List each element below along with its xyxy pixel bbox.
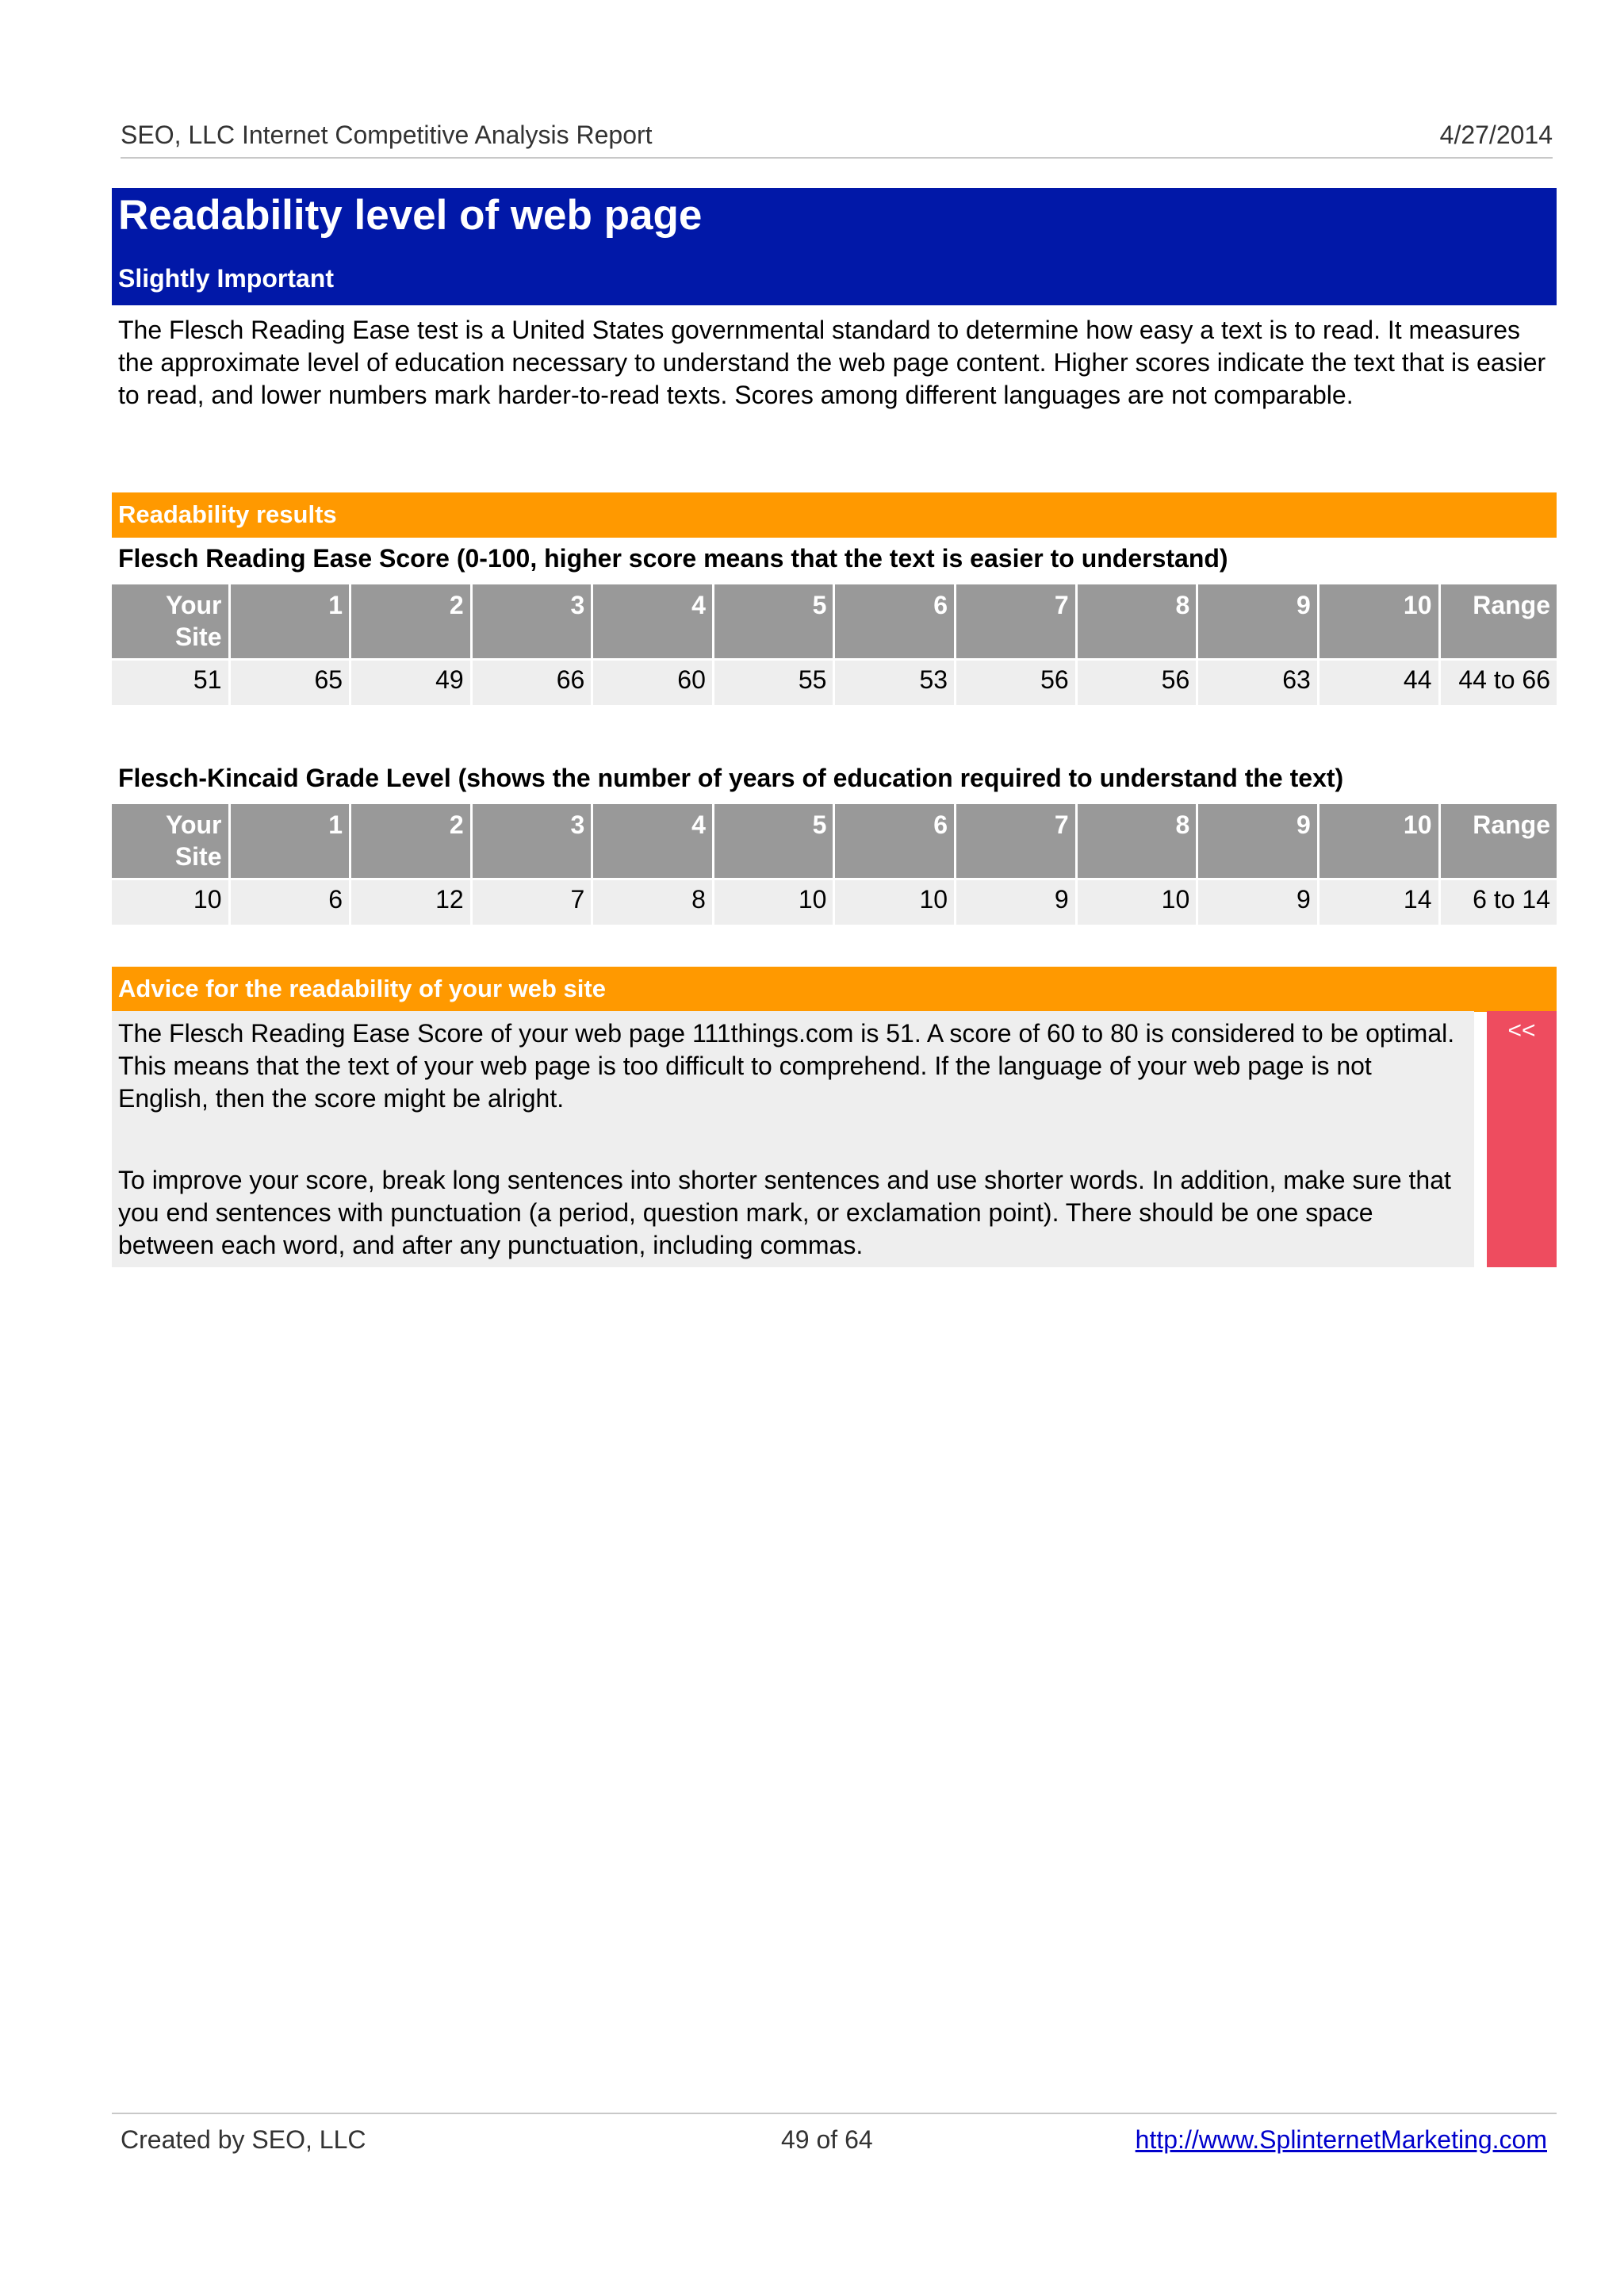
results-heading-bar [112, 492, 1557, 538]
column-header: 6 [834, 804, 956, 879]
kincaid-grade-caption: Flesch-Kincaid Grade Level (shows the number of years of education required to understand the text) [118, 764, 1344, 792]
column-header: 1 [229, 804, 350, 879]
table-cell: 55 [713, 659, 834, 705]
advice-heading: Advice for the readability of your web site [118, 975, 606, 1002]
column-header: 2 [350, 584, 472, 659]
column-header: Range [1439, 584, 1557, 659]
section-title: Readability level of web page [118, 192, 703, 239]
column-header: 1 [229, 584, 350, 659]
report-date: 4/27/2014 [1439, 121, 1553, 149]
table-row [112, 879, 1557, 925]
table-cell: 56 [956, 659, 1077, 705]
flesch-ease-table [112, 584, 1557, 705]
advice-heading-bar [112, 967, 1557, 1012]
table-cell: 9 [1197, 879, 1319, 925]
results-heading: Readability results [118, 500, 337, 528]
advice-paragraph: To improve your score, break long sentences into shorter sentences and use shorter words. In addition, make sure that you end sentences with punctuation (a period, question mark, or exclamation point). There should be one space between each word, and after any punctuation, including commas. [118, 1166, 1451, 1259]
column-header: 2 [350, 804, 472, 879]
table-cell: 60 [592, 659, 714, 705]
section-title-bar [112, 188, 1557, 305]
status-marker: << [1487, 1011, 1557, 1267]
column-header: 5 [713, 804, 834, 879]
page-header [121, 116, 1553, 159]
column-header: 5 [713, 584, 834, 659]
section-description: The Flesch Reading Ease test is a United States governmental standard to determine how easy a text is to read. It measures the approximate level of education necessary to understand the web page content. Higher scores indicate the text that is easier to read, and lower numbers mark harder-to-read texts. Scores among different languages are not comparable. [118, 316, 1546, 409]
advice-text [112, 1011, 1474, 1267]
column-header: 6 [834, 584, 956, 659]
column-header: Range [1439, 804, 1557, 879]
advice-block [112, 1011, 1557, 1267]
table-cell: 63 [1197, 659, 1319, 705]
table-cell: 8 [592, 879, 714, 925]
footer-link[interactable]: http://www.SplinternetMarketing.com [1135, 2125, 1547, 2154]
column-header: 4 [592, 584, 714, 659]
table-cell: 44 to 66 [1439, 659, 1557, 705]
table-cell: 44 [1318, 659, 1439, 705]
table-cell: 49 [350, 659, 472, 705]
column-header: 7 [956, 584, 1077, 659]
column-header: 10 [1318, 804, 1439, 879]
table-cell: 10 [713, 879, 834, 925]
table-cell: 12 [350, 879, 472, 925]
column-header: 10 [1318, 584, 1439, 659]
column-header: 8 [1076, 804, 1197, 879]
flesch-ease-caption: Flesch Reading Ease Score (0-100, higher score means that the text is easier to understand) [118, 544, 1228, 573]
table-header-row [112, 804, 1557, 879]
page-number: 49 of 64 [781, 2125, 873, 2154]
column-header: 7 [956, 804, 1077, 879]
report-title: SEO, LLC Internet Competitive Analysis Report [121, 121, 653, 149]
column-header: 3 [471, 804, 592, 879]
column-header: 9 [1197, 804, 1319, 879]
table-cell: 66 [471, 659, 592, 705]
table-cell: 10 [1076, 879, 1197, 925]
table-row [112, 659, 1557, 705]
advice-paragraph: The Flesch Reading Ease Score of your web page 111things.com is 51. A score of 60 to 80 is considered to be optimal. This means that the text of your web page is too difficult to comprehend. If the language of your web page is not English, then the score might be alright. [118, 1019, 1455, 1113]
column-header: 9 [1197, 584, 1319, 659]
column-header: 8 [1076, 584, 1197, 659]
column-header: 3 [471, 584, 592, 659]
column-header: 4 [592, 804, 714, 879]
footer-credit: Created by SEO, LLC [121, 2125, 366, 2154]
page-footer [112, 2113, 1557, 2162]
kincaid-grade-table [112, 804, 1557, 925]
table-cell: 56 [1076, 659, 1197, 705]
column-header: Your Site [112, 804, 229, 879]
table-cell: 7 [471, 879, 592, 925]
table-cell: 6 to 14 [1439, 879, 1557, 925]
table-cell: 9 [956, 879, 1077, 925]
table-cell: 51 [112, 659, 229, 705]
table-cell: 14 [1318, 879, 1439, 925]
importance-label: Slightly Important [118, 264, 334, 293]
table-cell: 6 [229, 879, 350, 925]
table-cell: 10 [834, 879, 956, 925]
table-cell: 53 [834, 659, 956, 705]
table-cell: 65 [229, 659, 350, 705]
table-cell: 10 [112, 879, 229, 925]
column-header: Your Site [112, 584, 229, 659]
table-header-row [112, 584, 1557, 659]
